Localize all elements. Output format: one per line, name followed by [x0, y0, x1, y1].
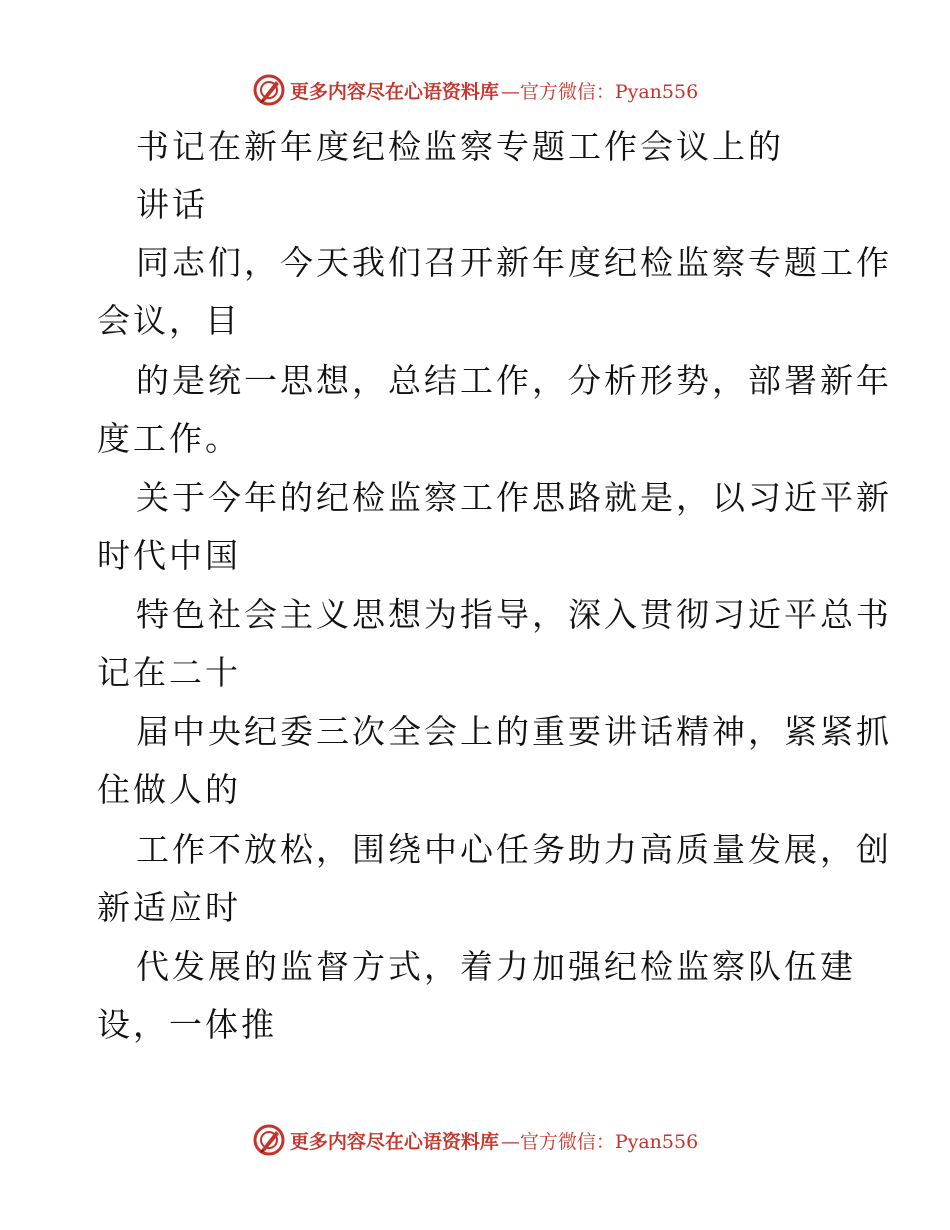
text-line: 设，一体推 [97, 1005, 277, 1044]
banner-main-text: 更多内容尽在心语资料库 [289, 1130, 499, 1153]
text-line: 届中央纪委三次全会上的重要讲话精神，紧紧抓 [136, 712, 892, 751]
text-line: 同志们，今天我们召开新年度纪检监察专题工作 [136, 243, 892, 282]
text-line: 住做人的 [97, 770, 241, 809]
footer-banner [0, 1122, 950, 1158]
banner-main-text: 更多内容尽在心语资料库 [289, 80, 499, 103]
text-line: 会议，目 [97, 301, 241, 340]
title-line-2: 讲话 [136, 185, 208, 224]
text-line: 时代中国 [97, 536, 241, 575]
banner-wechat-text: —官方微信：Pyan556 [500, 1130, 699, 1153]
text-line: 特色社会主义思想为指导，深入贯彻习近平总书 [136, 595, 892, 634]
text-line: 的是统一思想，总结工作，分析形势，部署新年 [136, 361, 892, 400]
text-line: 度工作。 [97, 419, 241, 458]
pen-logo-icon [252, 1123, 286, 1157]
title-line-1: 书记在新年度纪检监察专题工作会议上的 [136, 127, 784, 166]
text-line: 新适应时 [97, 888, 241, 927]
text-line: 记在二十 [97, 653, 241, 692]
banner-wechat-text: —官方微信：Pyan556 [500, 80, 699, 103]
text-line: 关于今年的纪检监察工作思路就是，以习近平新 [136, 478, 892, 517]
text-line: 工作不放松，围绕中心任务助力高质量发展，创 [136, 830, 892, 869]
text-line: 代发展的监督方式，着力加强纪检监察队伍建 [136, 947, 856, 986]
